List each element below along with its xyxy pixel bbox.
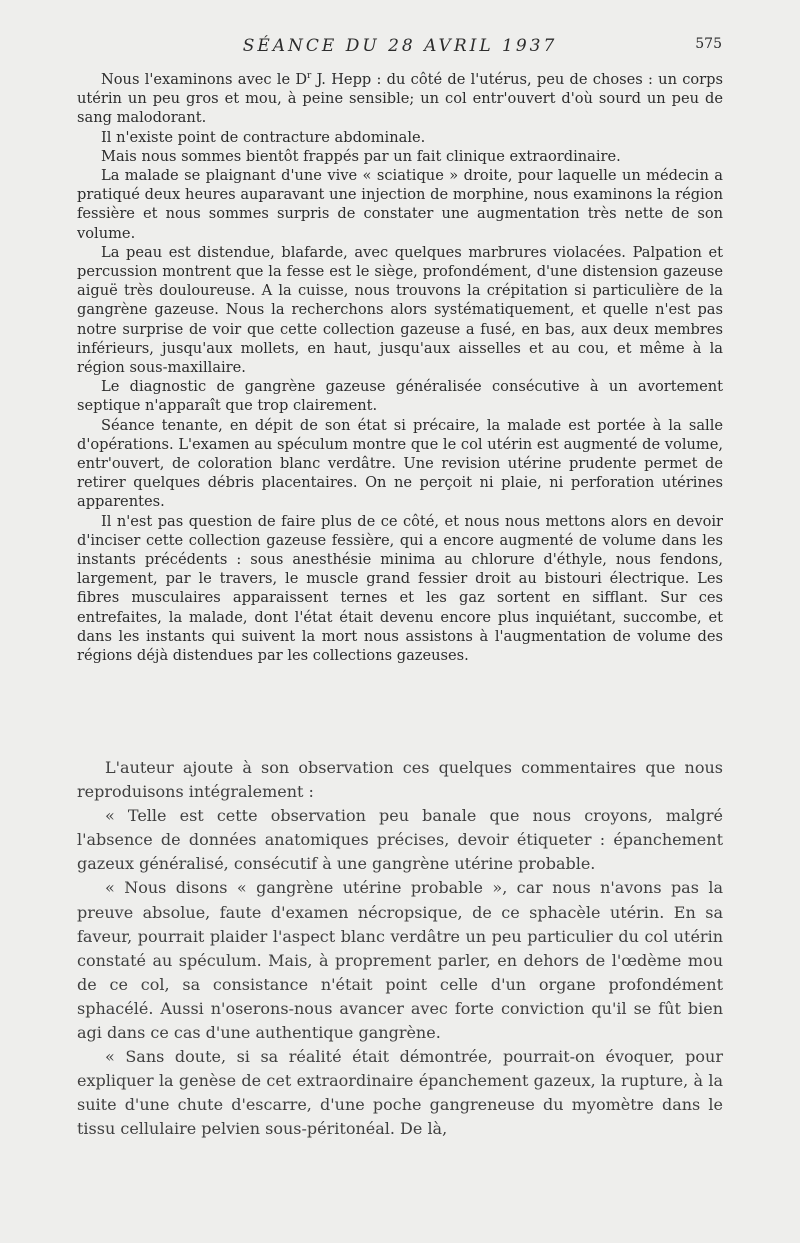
observation-paragraph: Il n'existe point de contracture abdominale. [101,128,426,146]
observation-paragraph: Le diagnostic de gangrène gazeuse généralisée consécutive à un avortement septique n'apparaît que trop clairement. [77,378,723,415]
commentary-paragraph: L'auteur ajoute à son observation ces quelques commentaires que nous reproduisons intégralement : [77,758,723,802]
observation-paragraph: Nous l'examinons avec le $D^r$ J. Hepp : du côté de l'utérus, peu de choses : un corps utérin un peu gros et mou, à peine sensible; un col entr'ouvert d'où sourd un peu de sang malodorant. [77,71,723,127]
case-observation [77,70,723,665]
author-commentary [77,756,723,1142]
observation-paragraph: La malade se plaignant d'une vive « sciatique » droite, pour laquelle un médecin a pratiqué deux heures auparavant une injection de morphine, nous examinons la région fessière et nous sommes surpris de constater une augmentation très nette de son volume. [77,167,723,242]
observation-paragraph: Séance tenante, en dépit de son état si précaire, la malade est portée à la salle d'opérations. L'examen au spéculum montre que le col utérin est augmenté de volume, entr'ouvert, de coloration blanc verdâtre. Une revision utérine prudente permet de retirer quelques débris placentaires. On ne perçoit ni plaie, ni perforation utérines apparentes. [77,416,723,511]
page-number: 575 [695,36,722,52]
running-header [0,36,800,60]
observation-paragraph: Mais nous sommes bientôt frappés par un fait clinique extraordinaire. [101,147,621,165]
observation-paragraph: La peau est distendue, blafarde, avec quelques marbrures violacées. Palpation et percussion montrent que la fesse est le siège, profondément, d'une distension gazeuse aiguë très douloureuse. A la cuisse, nous trouvons la crépitation si particulière de la gangrène gazeuse. Nous la recherchons alors systématiquement, et quelle n'est pas notre surprise de voir que cette collection gazeuse a fusé, en bas, aux deux membres inférieurs, jusqu'aux mollets, en haut, jusqu'aux aisselles et au cou, et même à la région sous-maxillaire. [77,243,723,377]
commentary-paragraph: « Telle est cette observation peu banale que nous croyons, malgré l'absence de données anatomiques précises, devoir étiqueter : épanchement gazeux généralisé, consécutif à une gangrène utérine probable. [77,806,723,874]
observation-paragraph: Il n'est pas question de faire plus de ce côté, et nous nous mettons alors en devoir d'inciser cette collection gazeuse fessière, qui a encore augmenté de volume dans les instants précédents : sous anesthésie minima au chlorure d'éthyle, nous fendons, largement, par le travers, le muscle grand fessier droit au bistouri électrique. Les fibres musculaires apparaissent ternes et les gaz sortent en sifflant. Sur ces entrefaites, la malade, dont l'état était devenu encore plus inquiétant, succombe, et dans les instants qui suivent la mort nous assistons à l'augmentation de volume des régions déjà distendues par les collections gazeuses. [77,512,723,665]
commentary-paragraph: « Nous disons « gangrène utérine probable », car nous n'avons pas la preuve absolue, faute d'examen nécropsique, de ce sphacèle utérin. En sa faveur, pourrait plaider l'aspect blanc verdâtre un peu particulier du col utérin constaté au spéculum. Mais, à proprement parler, en dehors de l'œdème mou de ce col, sa consistance n'était point celle d'un organe profondément sphacélé. Aussi n'oserons-nous avancer avec forte conviction qu'il se fût bien agi dans ce cas d'une authentique gangrène. [77,878,723,1043]
commentary-paragraph: « Sans doute, si sa réalité était démontrée, pourrait-on évoquer, pour expliquer la genèse de cet extraordinaire épanchement gazeux, la rupture, à la suite d'une chute d'escarre, d'une poche gangreneuse du myomètre dans le tissu cellulaire pelvien sous-péritonéal. De là, [77,1047,723,1139]
running-title: SÉANCE DU 28 AVRIL 1937 [242,36,558,56]
